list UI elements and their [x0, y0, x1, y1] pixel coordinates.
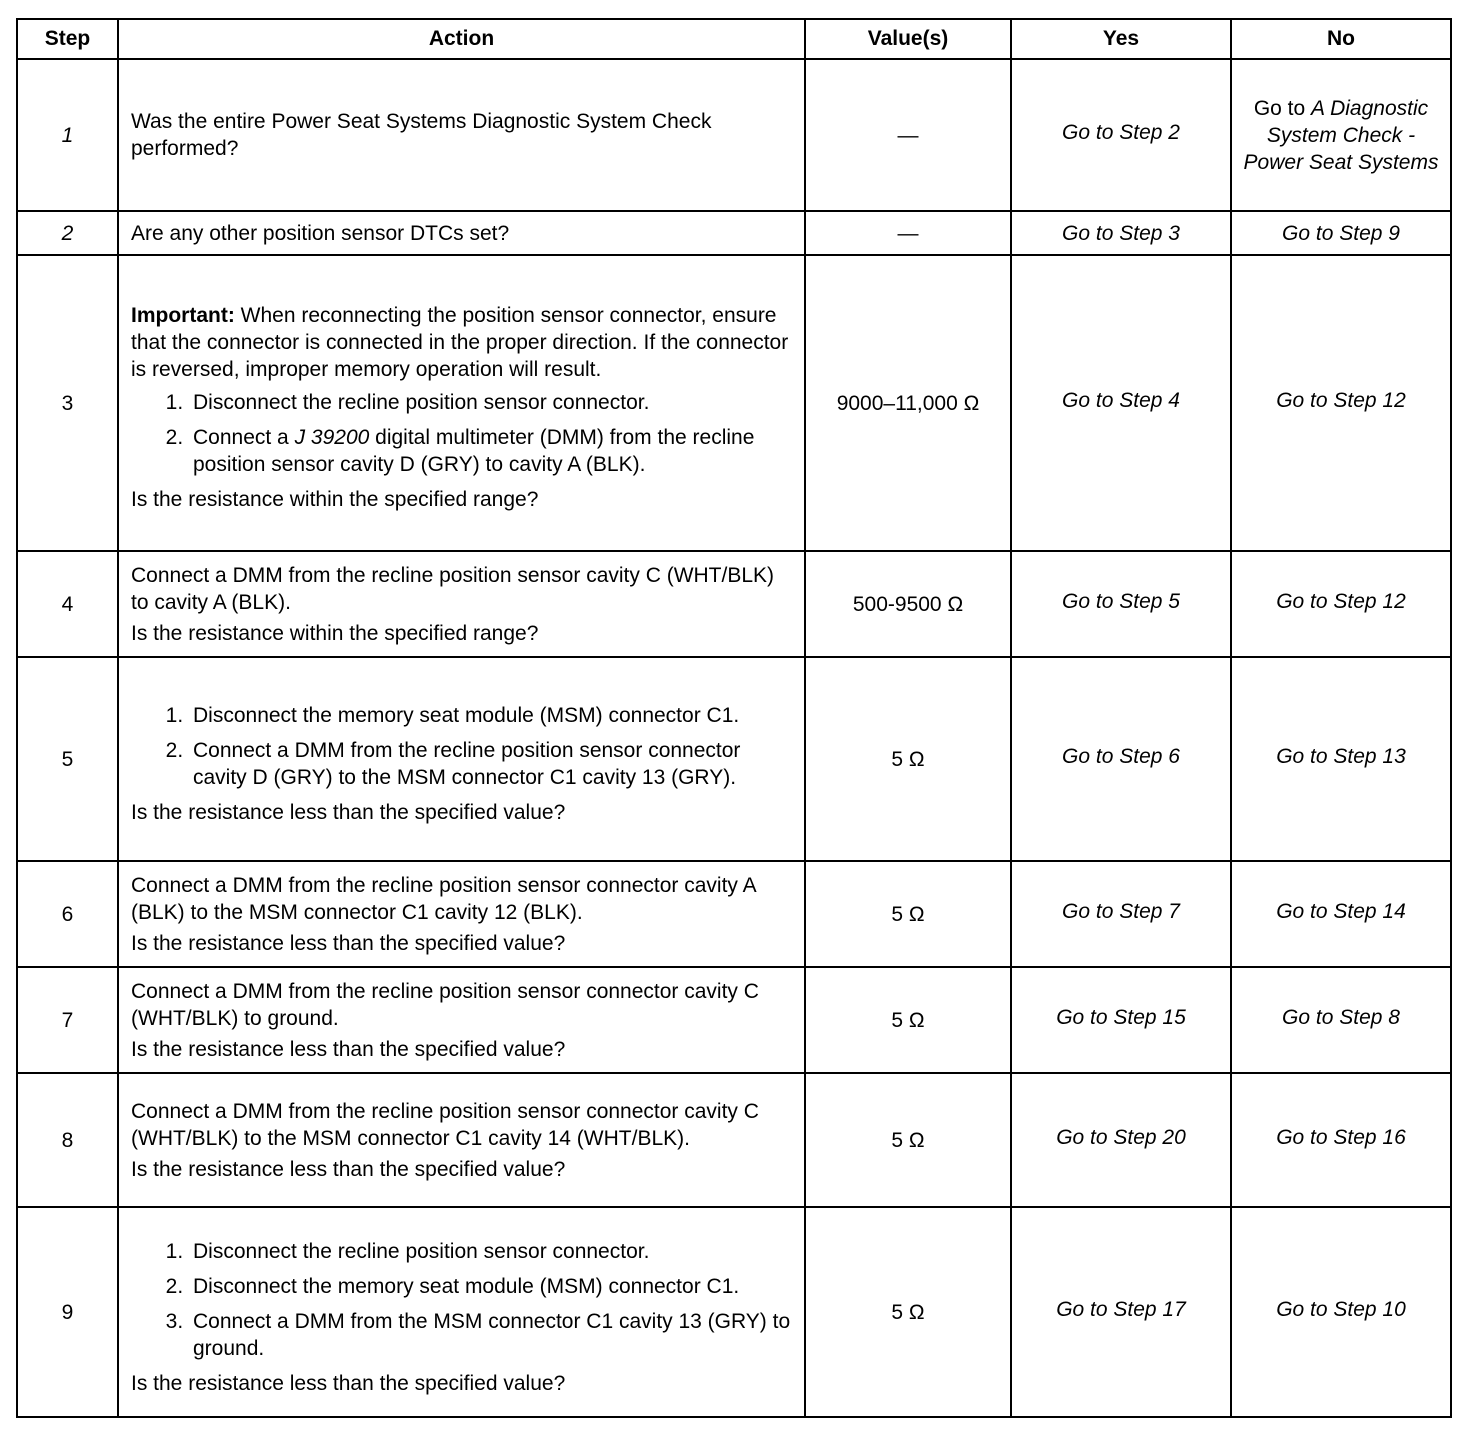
step-number: 3: [17, 255, 118, 551]
action-text: Was the entire Power Seat Systems Diagnostic System Check performed?: [131, 110, 712, 160]
step-number: 4: [17, 551, 118, 657]
table-row-step-6: [17, 861, 1451, 967]
yes-cell: Go to Step 4: [1011, 255, 1231, 551]
action-cell: [118, 551, 805, 657]
substep: 1. Disconnect the memory seat module (MSM) connector C1.: [189, 702, 794, 729]
important-text: When reconnecting the position sensor connector, ensure that the connector is connected in the proper direction. If the connector is reversed, improper memory operation will result.: [131, 303, 789, 381]
yes-cell: Go to Step 3: [1011, 211, 1231, 255]
yes-cell: Go to Step 6: [1011, 657, 1231, 861]
value-cell: 5 Ω: [805, 861, 1011, 967]
header-action: Action: [118, 19, 805, 59]
header-yes: Yes: [1011, 19, 1231, 59]
action-text: Connect a DMM from the recline position sensor connector cavity C (WHT/BLK) to the MSM connector C1 cavity 14 (WHT/BLK).: [131, 1099, 759, 1150]
header-step: Step: [17, 19, 118, 59]
action-cell: [118, 1207, 805, 1417]
question-text: Is the resistance within the specified range?: [131, 621, 539, 645]
table-row-step-3: [17, 255, 1451, 551]
table-row-step-4: [17, 551, 1451, 657]
no-cell: Go to Step 8: [1231, 967, 1451, 1073]
table-row-step-2: [17, 211, 1451, 255]
yes-cell: Go to Step 15: [1011, 967, 1231, 1073]
yes-cell: Go to Step 20: [1011, 1073, 1231, 1207]
no-cell: Go to Step 14: [1231, 861, 1451, 967]
important-note: [131, 302, 794, 383]
value-cell: —: [805, 59, 1011, 211]
action-cell: [118, 211, 805, 255]
no-cell: Go to Step 10: [1231, 1207, 1451, 1417]
header-values: Value(s): [805, 19, 1011, 59]
header-no: No: [1231, 19, 1451, 59]
question-text: Is the resistance less than the specified value?: [131, 1371, 566, 1395]
important-label: Important:: [131, 303, 235, 327]
value-cell: 5 Ω: [805, 1207, 1011, 1417]
action-text: Are any other position sensor DTCs set?: [131, 221, 510, 245]
action-cell: [118, 59, 805, 211]
action-text: Connect a DMM from the recline position sensor cavity C (WHT/BLK) to cavity A (BLK).: [131, 563, 775, 614]
action-cell: [118, 967, 805, 1073]
step-number: 9: [17, 1207, 118, 1417]
header-row: [17, 19, 1451, 59]
diagnostic-table: [16, 18, 1452, 1418]
step-number: 8: [17, 1073, 118, 1207]
question-text: Is the resistance within the specified range?: [131, 487, 539, 511]
table-row-step-7: [17, 967, 1451, 1073]
substep: [189, 424, 794, 478]
substep: 1. Disconnect the recline position sensor connector.: [189, 1238, 794, 1265]
step-number: 2: [17, 211, 118, 255]
step-number: 5: [17, 657, 118, 861]
substep-list: [131, 389, 794, 478]
tool-name: J 39200: [294, 425, 370, 449]
no-cell: Go to Step 12: [1231, 255, 1451, 551]
substep: 3. Connect a DMM from the MSM connector C1 cavity 13 (GRY) to ground.: [189, 1308, 794, 1362]
substep: 2. Connect a DMM from the recline position sensor connector cavity D (GRY) to the MSM connector C1 cavity 13 (GRY).: [189, 737, 794, 791]
action-text: Connect a DMM from the recline position sensor connector cavity A (BLK) to the MSM connector C1 cavity 12 (BLK).: [131, 873, 756, 924]
question-text: Is the resistance less than the specified value?: [131, 1037, 566, 1061]
value-cell: —: [805, 211, 1011, 255]
step-number: 1: [17, 59, 118, 211]
substep-list: [131, 1238, 794, 1362]
yes-cell: Go to Step 7: [1011, 861, 1231, 967]
action-cell: [118, 861, 805, 967]
question-text: Is the resistance less than the specified value?: [131, 931, 566, 955]
no-cell: Go to Step 9: [1231, 211, 1451, 255]
substep-text: digital multimeter (DMM) from the recline position sensor cavity D (GRY) to cavity A (BLK).: [193, 425, 755, 476]
value-cell: 9000–11,000 Ω: [805, 255, 1011, 551]
action-text: Connect a DMM from the recline position sensor connector cavity C (WHT/BLK) to ground.: [131, 979, 759, 1030]
no-cell: Go to Step 16: [1231, 1073, 1451, 1207]
no-link-text: A Diagnostic System Check - Power Seat Systems: [1243, 96, 1439, 174]
value-cell: 5 Ω: [805, 657, 1011, 861]
action-cell: [118, 1073, 805, 1207]
no-cell: Go to Step 13: [1231, 657, 1451, 861]
value-cell: 5 Ω: [805, 967, 1011, 1073]
table-row-step-1: [17, 59, 1451, 211]
value-cell: 5 Ω: [805, 1073, 1011, 1207]
substep-text: Connect a: [193, 425, 295, 449]
substep: 2. Disconnect the memory seat module (MSM) connector C1.: [189, 1273, 794, 1300]
yes-cell: Go to Step 2: [1011, 59, 1231, 211]
substep-list: [131, 702, 794, 791]
substep: 1. Disconnect the recline position sensor connector.: [189, 389, 794, 416]
action-cell: [118, 657, 805, 861]
table-row-step-8: [17, 1073, 1451, 1207]
table-row-step-5: [17, 657, 1451, 861]
question-text: Is the resistance less than the specified value?: [131, 1157, 566, 1181]
value-cell: 500-9500 Ω: [805, 551, 1011, 657]
no-cell: [1231, 59, 1451, 211]
yes-cell: Go to Step 5: [1011, 551, 1231, 657]
yes-cell: Go to Step 17: [1011, 1207, 1231, 1417]
step-number: 7: [17, 967, 118, 1073]
table-row-step-9: [17, 1207, 1451, 1417]
action-cell: [118, 255, 805, 551]
question-text: Is the resistance less than the specified value?: [131, 801, 566, 824]
no-cell: Go to Step 12: [1231, 551, 1451, 657]
step-number: 6: [17, 861, 118, 967]
no-prefix: Go to: [1253, 96, 1312, 120]
